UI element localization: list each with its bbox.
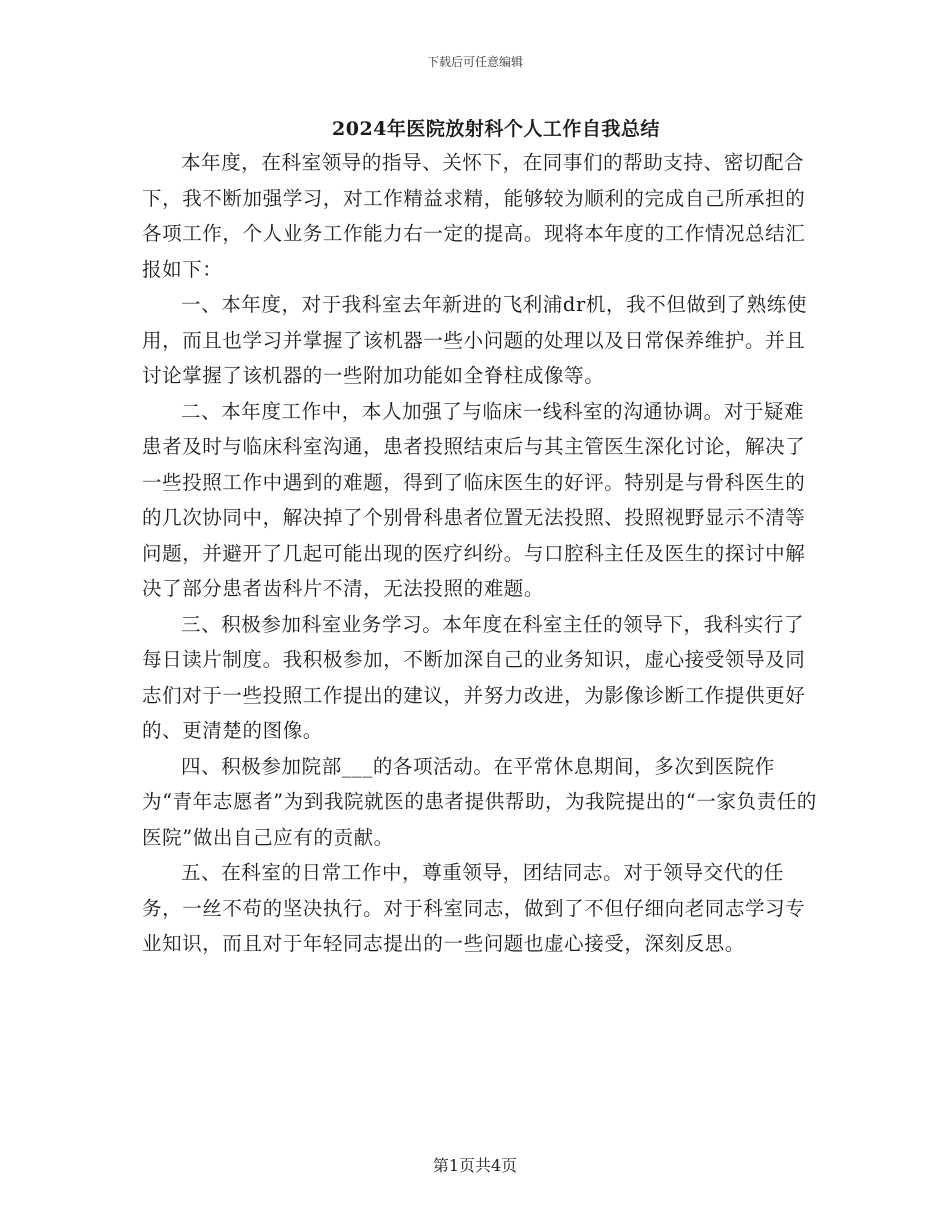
paragraph-item-2: 二、本年度工作中，本人加强了与临床一线科室的沟通协调。对于疑难患者及时与临床科室沟通，患者投照结束后与其主管医生深化讨论，解决了一些投照工作中遇到的难题，得到了临床医生的好评。特别是与骨科医生的的几次协同中，解决掉了个别骨科患者位置无法投照、投照视野显示不清等问题，并避开了几起可能出现的医疗纠纷。与口腔科主任及医生的探讨中解决了部分患者齿科片不清，无法投照的难题。 [142,399,806,600]
paragraph-intro: 本年度，在科室领导的指导、关怀下，在同事们的帮助支持、密切配合下，我不断加强学习，对工作精益求精，能够较为顺利的完成自己所承担的各项工作，个人业务工作能力右一定的提高。现将本年度的工作情况总结汇报如下： [142,151,806,281]
paragraph-item-3: 三、积极参加科室业务学习。本年度在科室主任的领导下，我科实行了每日读片制度。我积极参加，不断加深自己的业务知识，虚心接受领导及同志们对于一些投照工作提出的建议，并努力改进，为影像诊断工作提供更好的、更清楚的图像。 [142,612,806,742]
paragraph-item-1: 一、本年度，对于我科室去年新进的飞利浦dr机，我不但做到了熟练使用，而且也学习并掌握了该机器一些小问题的处理以及日常保养维护。并且讨论掌握了该机器的一些附加功能如全脊柱成像等。 [142,293,808,387]
document-title: 2024年医院放射科个人工作自我总结 [332,118,660,140]
header-note: 下载后可任意编辑 [426,55,523,69]
page-number: 第1页共4页 [432,1156,518,1175]
paragraph-item-4: 四、积极参加院部___的各项活动。在平常休息期间，多次到医院作为“青年志愿者”为到我院就医的患者提供帮助，为我院提出的“一家负责任的医院”做出自己应有的贡献。 [142,754,817,849]
document-body [142,145,822,962]
paragraph-item-5: 五、在科室的日常工作中，尊重领导，团结同志。对于领导交代的任务，一丝不苟的坚决执行。对于科室同志，做到了不但仔细向老同志学习专业知识，而且对于年轻同志提出的一些问题也虚心接受，深刻反思。 [142,861,806,955]
